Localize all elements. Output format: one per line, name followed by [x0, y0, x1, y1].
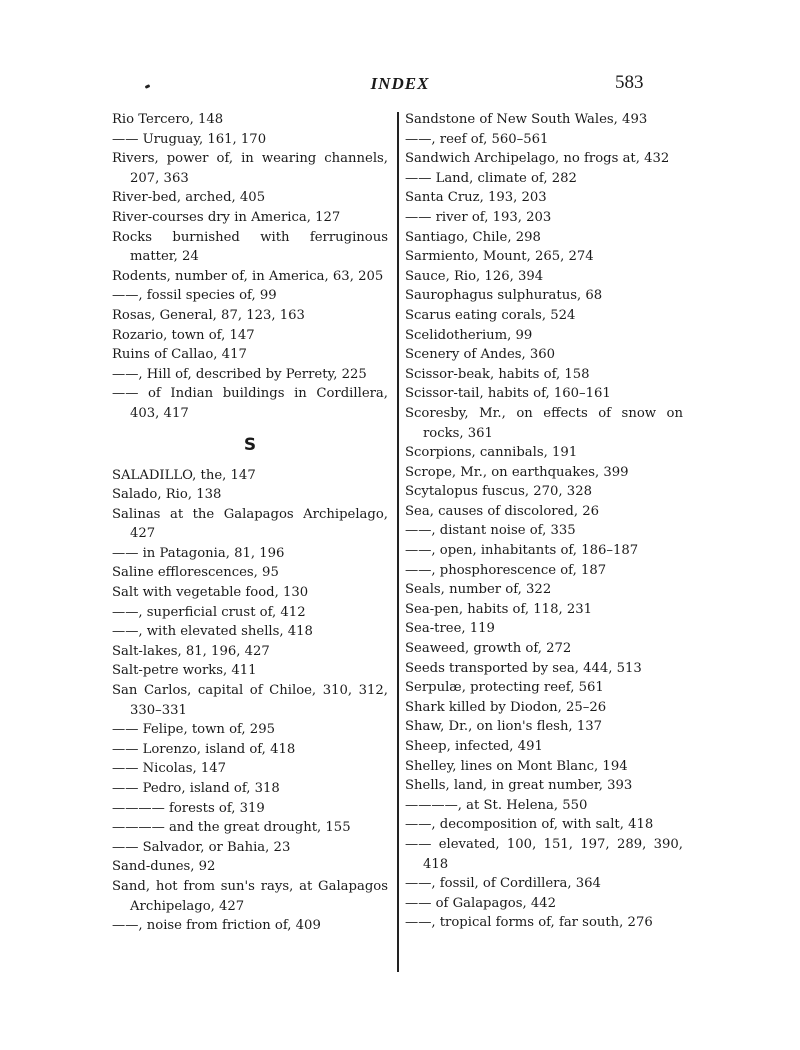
- index-entry: ——, open, inhabitants of, 186–187: [405, 543, 639, 559]
- index-entry: San Carlos, capital of Chiloe, 310, 312, 330–331: [112, 683, 388, 718]
- index-entry: River-courses dry in America, 127: [112, 209, 341, 225]
- index-entry: Scenery of Andes, 360: [405, 347, 556, 363]
- index-entry: —— of Indian buildings in Cordillera, 403, 417: [112, 386, 388, 421]
- index-entry: Salinas at the Galapagos Archipelago, 427: [112, 506, 388, 542]
- index-entry: —— in Patagonia, 81, 196: [112, 545, 285, 561]
- index-entry: Salado, Rio, 138: [112, 487, 222, 503]
- entries-s-left: [112, 466, 388, 936]
- index-entry: Seaweed, growth of, 272: [405, 641, 572, 657]
- index-entry: ——, reef of, 560–561: [405, 131, 549, 147]
- index-entry: Shark killed by Diodon, 25–26: [405, 699, 607, 715]
- index-entry: Scissor-beak, habits of, 158: [405, 366, 590, 382]
- index-entry: Saline efflorescences, 95: [112, 565, 279, 581]
- index-entry: —— river of, 193, 203: [405, 209, 552, 225]
- index-entry: Sea-pen, habits of, 118, 231: [405, 601, 593, 617]
- index-entry: Salt-petre works, 411: [112, 663, 257, 679]
- index-entry: Sauce, Rio, 126, 394: [405, 268, 544, 284]
- index-entry: Sea-tree, 119: [405, 621, 495, 637]
- index-entry: Rozario, town of, 147: [112, 327, 255, 343]
- index-entry: Seeds transported by sea, 444, 513: [405, 660, 642, 676]
- index-entry: Santa Cruz, 193, 203: [405, 190, 547, 206]
- index-entry: —— Uruguay, 161, 170: [112, 131, 267, 147]
- index-entry: Rivers, power of, in wearing channels, 207, 363: [112, 151, 388, 186]
- index-entry: Shaw, Dr., on lion's flesh, 137: [405, 719, 602, 735]
- index-entry: Sea, causes of discolored, 26: [405, 503, 599, 519]
- index-entry: Scelidotherium, 99: [405, 327, 533, 343]
- index-entry: —— Land, climate of, 282: [405, 170, 577, 186]
- index-entry: ——, tropical forms of, far south, 276: [405, 915, 653, 931]
- index-entry: Sheep, infected, 491: [405, 739, 543, 754]
- index-entry: Rodents, number of, in America, 63, 205: [112, 268, 384, 284]
- column-divider: [397, 112, 399, 972]
- index-entry: Saurophagus sulphuratus, 68: [405, 288, 603, 304]
- index-entry: Scoresby, Mr., on effects of snow on rocks, 361: [405, 405, 683, 441]
- index-entry: Scytalopus fuscus, 270, 328: [405, 484, 592, 500]
- index-entry: ——, distant noise of, 335: [405, 523, 576, 539]
- section-letter-heading: S: [243, 434, 257, 455]
- index-entry: Rocks burnished with ferruginous matter, 24: [112, 229, 388, 265]
- index-entry: —— Felipe, town of, 295: [112, 722, 275, 738]
- index-entry: —— of Galapagos, 442: [405, 895, 557, 911]
- index-entry: River-bed, arched, 405: [112, 190, 266, 206]
- entries-s-right: [405, 110, 683, 933]
- index-entry: ——, fossil, of Cordillera, 364: [405, 876, 601, 892]
- entries-r: [112, 110, 388, 424]
- index-entry: Serpulæ, protecting reef, 561: [405, 680, 604, 696]
- index-entry: —— Nicolas, 147: [112, 761, 227, 777]
- index-entry: —— Pedro, island of, 318: [112, 781, 280, 796]
- index-entry: Seals, number of, 322: [405, 582, 552, 598]
- index-entry: ————, at St. Helena, 550: [405, 797, 588, 813]
- index-entry: Scrope, Mr., on earthquakes, 399: [405, 464, 629, 480]
- index-entry: Sand-dunes, 92: [112, 859, 216, 875]
- index-entry: Sandwich Archipelago, no frogs at, 432: [405, 151, 670, 167]
- index-entry: SALADILLO, the, 147: [112, 467, 256, 483]
- index-column-right: [405, 110, 683, 933]
- index-entry: Rosas, General, 87, 123, 163: [112, 307, 305, 323]
- index-entry: —— Lorenzo, island of, 418: [112, 741, 296, 757]
- index-entry: Sarmiento, Mount, 265, 274: [405, 249, 594, 265]
- index-entry: Rio Tercero, 148: [112, 112, 224, 127]
- index-entry: Ruins of Callao, 417: [112, 347, 247, 363]
- index-entry: Santiago, Chile, 298: [405, 229, 541, 245]
- index-entry: ——, decomposition of, with salt, 418: [405, 817, 654, 833]
- index-entry: Scarus eating corals, 524: [405, 307, 576, 323]
- index-entry: ——, Hill of, described by Perrety, 225: [112, 366, 367, 382]
- index-entry: Scorpions, cannibals, 191: [405, 445, 578, 461]
- index-entry: Salt-lakes, 81, 196, 427: [112, 643, 270, 659]
- index-entry: Sandstone of New South Wales, 493: [405, 112, 648, 127]
- index-entry: Sand, hot from sun's rays, at Galapagos Archipelago, 427: [112, 878, 388, 914]
- index-entry: ——, phosphorescence of, 187: [405, 562, 607, 578]
- index-entry: —— elevated, 100, 151, 197, 289, 390, 418: [405, 836, 683, 872]
- index-entry: ———— forests of, 319: [112, 800, 265, 816]
- index-entry: Scissor-tail, habits of, 160–161: [405, 386, 611, 402]
- index-column-left: [112, 110, 388, 936]
- index-entry: ——, with elevated shells, 418: [112, 624, 313, 640]
- index-entry: ———— and the great drought, 155: [112, 820, 351, 836]
- index-entry: ——, superficial crust of, 412: [112, 604, 306, 620]
- index-entry: ——, noise from friction of, 409: [112, 918, 321, 934]
- index-entry: —— Salvador, or Bahia, 23: [112, 839, 291, 855]
- index-entry: ——, fossil species of, 99: [112, 288, 277, 304]
- index-entry: Salt with vegetable food, 130: [112, 585, 309, 601]
- running-header-title: INDEX: [370, 74, 430, 93]
- index-entry: Shelley, lines on Mont Blanc, 194: [405, 758, 628, 774]
- page-number: 583: [615, 72, 644, 93]
- index-entry: Shells, land, in great number, 393: [405, 778, 633, 794]
